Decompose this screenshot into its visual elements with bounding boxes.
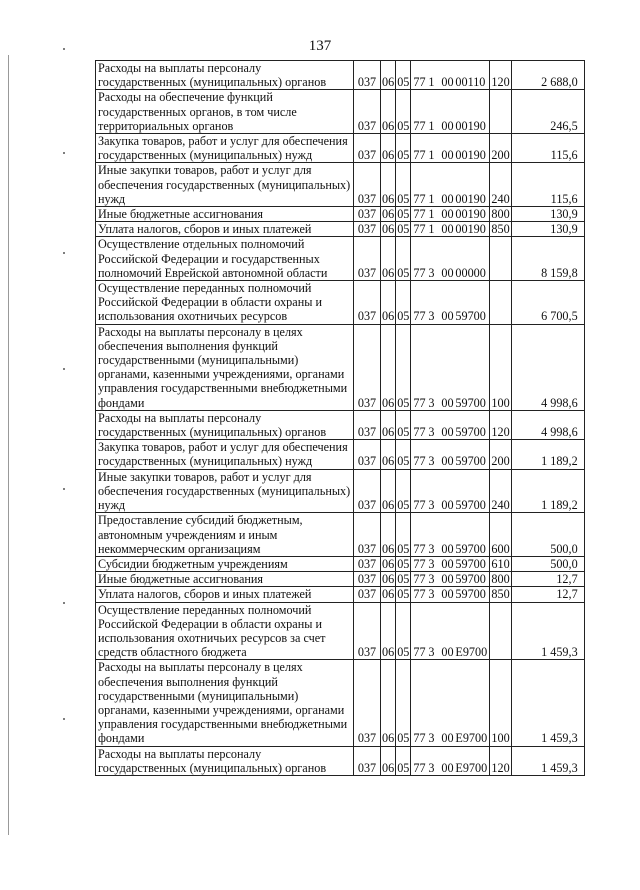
- scan-speck: [63, 48, 65, 50]
- subsection-code: 05: [396, 513, 411, 557]
- subsection-code: 05: [396, 281, 411, 325]
- amount: 2 688,0: [511, 61, 584, 90]
- expense-type-code: 100: [490, 324, 511, 410]
- section-code: 06: [381, 746, 396, 775]
- target-article-part: Е9700: [455, 760, 488, 775]
- target-article-part: 00000: [455, 265, 486, 280]
- amount: 115,6: [511, 163, 584, 207]
- section-code: 06: [381, 61, 396, 90]
- target-article-part: 3: [428, 572, 435, 587]
- expense-name: Осуществление переданных полномочий Российской Федерации в области охраны и использования охотничьих ресурсов: [96, 281, 354, 325]
- section-code: 06: [381, 163, 396, 207]
- target-article-code: [411, 134, 490, 163]
- section-code: 06: [382, 587, 395, 602]
- target-article-part: 77: [413, 572, 426, 587]
- target-article-part: 00110: [455, 75, 486, 90]
- page-number: 137: [308, 38, 332, 54]
- table-row: [96, 410, 585, 439]
- table-row: [96, 469, 585, 513]
- subsection-code: 05: [396, 237, 411, 281]
- expense-name: Расходы на выплаты персоналу в целях обеспечения выполнения функций государственными (муниципальными) органами, казенными учреждениями, органами управления государственными внебюджетными фондами: [96, 660, 354, 746]
- target-article-part: 1: [428, 75, 435, 90]
- subsection-code: 05: [396, 134, 411, 163]
- target-article-code: [411, 281, 490, 325]
- subsection-code: 05: [396, 440, 411, 469]
- target-article-part: 59700: [455, 309, 486, 324]
- department-code: 037: [354, 410, 381, 439]
- target-article-part: 3: [428, 454, 435, 469]
- target-article-part: 00190: [455, 207, 486, 222]
- target-article-code: [411, 587, 490, 602]
- target-article-part: 77: [413, 587, 426, 602]
- section-code: 06: [381, 134, 396, 163]
- target-article-part: Е9700: [455, 731, 488, 746]
- target-article-code: [411, 469, 490, 513]
- section-code: 06: [381, 237, 396, 281]
- target-article-code: [411, 513, 490, 557]
- amount: 1 459,3: [511, 746, 584, 775]
- section-code: 06: [381, 660, 396, 746]
- target-article-code: [411, 207, 490, 222]
- expense-name: Расходы на обеспечение функций государственных органов, в том числе территориальных органов: [96, 90, 354, 134]
- amount: 12,7: [511, 587, 584, 602]
- table-row: [96, 587, 585, 602]
- target-article-part: 3: [428, 425, 435, 440]
- target-article-code: [411, 90, 490, 134]
- amount: 130,9: [511, 222, 584, 237]
- expense-name: Иные закупки товаров, работ и услуг для обеспечения государственных (муниципальных) нужд: [96, 469, 354, 513]
- target-article-part: 77: [413, 309, 426, 324]
- section-code: 06: [381, 281, 396, 325]
- target-article-part: 59700: [455, 541, 486, 556]
- target-article-part: 3: [428, 541, 435, 556]
- expense-name: Осуществление переданных полномочий Российской Федерации в области охраны и использования охотничьих ресурсов за счет средств областного бюджета: [96, 602, 354, 660]
- target-article-part: 3: [428, 498, 435, 513]
- expense-type-code: 610: [491, 556, 510, 571]
- target-article-part: 00: [441, 498, 454, 513]
- amount: 1 189,2: [511, 469, 584, 513]
- subsection-code: 05: [397, 222, 410, 237]
- scan-speck: [63, 252, 65, 254]
- section-code: 06: [381, 440, 396, 469]
- subsection-code: 05: [397, 587, 410, 602]
- table-row: [96, 660, 585, 746]
- expense-type-code: 120: [490, 746, 511, 775]
- department-code: 037: [354, 237, 381, 281]
- table-row: [96, 90, 585, 134]
- department-code: 037: [354, 469, 381, 513]
- table-row: [96, 513, 585, 557]
- target-article-code: [411, 660, 490, 746]
- section-code: 06: [382, 556, 395, 571]
- target-article-part: 77: [413, 207, 426, 222]
- target-article-part: 77: [413, 148, 426, 163]
- target-article-code: [411, 324, 490, 410]
- subsection-code: 05: [396, 660, 411, 746]
- expense-type-code: 200: [490, 134, 511, 163]
- target-article-part: 3: [428, 587, 435, 602]
- target-article-part: 1: [428, 118, 435, 133]
- target-article-part: 1: [428, 207, 435, 222]
- section-code: 06: [382, 207, 395, 222]
- target-article-part: 00: [441, 222, 454, 237]
- department-code: 037: [354, 281, 381, 325]
- target-article-part: 77: [413, 731, 426, 746]
- target-article-part: 1: [428, 191, 435, 206]
- target-article-part: 00: [441, 731, 454, 746]
- expense-name: Закупка товаров, работ и услуг для обеспечения государственных (муниципальных) нужд: [96, 440, 354, 469]
- target-article-part: 3: [428, 556, 435, 571]
- target-article-part: Е9700: [455, 645, 488, 660]
- target-article-part: 77: [413, 556, 426, 571]
- target-article-part: 77: [413, 118, 426, 133]
- target-article-part: 77: [413, 425, 426, 440]
- expense-type-code: 850: [491, 222, 510, 237]
- section-code: 06: [381, 513, 396, 557]
- target-article-part: 00: [441, 541, 454, 556]
- amount: 4 998,6: [511, 324, 584, 410]
- amount: 130,9: [511, 207, 584, 222]
- department-code: 037: [354, 556, 381, 571]
- amount: 500,0: [511, 556, 584, 571]
- scan-speck: [63, 602, 65, 604]
- target-article-part: 59700: [455, 395, 486, 410]
- target-article-part: 00190: [455, 118, 486, 133]
- expense-name: Иные бюджетные ассигнования: [96, 207, 354, 222]
- expense-type-code: [490, 602, 511, 660]
- expense-type-code: 200: [490, 440, 511, 469]
- amount: 1 459,3: [511, 602, 584, 660]
- target-article-part: 77: [413, 645, 426, 660]
- target-article-part: 00: [441, 309, 454, 324]
- target-article-part: 00190: [455, 191, 486, 206]
- target-article-code: [411, 556, 490, 571]
- target-article-code: [411, 602, 490, 660]
- expense-type-code: 800: [491, 572, 510, 587]
- target-article-code: [411, 163, 490, 207]
- target-article-part: 00: [441, 425, 454, 440]
- amount: 8 159,8: [511, 237, 584, 281]
- target-article-part: 59700: [455, 498, 486, 513]
- subsection-code: 05: [397, 207, 410, 222]
- department-code: 037: [354, 324, 381, 410]
- expense-type-code: 240: [490, 469, 511, 513]
- target-article-part: 77: [413, 395, 426, 410]
- amount: 246,5: [511, 90, 584, 134]
- table-row: [96, 440, 585, 469]
- target-article-part: 59700: [455, 556, 486, 571]
- target-article-part: 77: [413, 191, 426, 206]
- table-row: [96, 281, 585, 325]
- budget-table-body: [96, 61, 585, 776]
- target-article-part: 3: [428, 731, 435, 746]
- target-article-code: [411, 746, 490, 775]
- table-row: [96, 207, 585, 222]
- department-code: 037: [354, 207, 381, 222]
- subsection-code: 05: [396, 163, 411, 207]
- target-article-part: 59700: [455, 425, 486, 440]
- table-row: [96, 324, 585, 410]
- amount: 500,0: [511, 513, 584, 557]
- expense-type-code: 850: [491, 587, 510, 602]
- section-code: 06: [382, 572, 395, 587]
- department-code: 037: [354, 513, 381, 557]
- expense-name: Иные бюджетные ассигнования: [96, 572, 354, 587]
- target-article-part: 00: [441, 118, 454, 133]
- amount: 1 189,2: [511, 440, 584, 469]
- subsection-code: 05: [396, 410, 411, 439]
- scan-edge-line: [8, 55, 9, 835]
- target-article-part: 77: [413, 498, 426, 513]
- section-code: 06: [381, 602, 396, 660]
- target-article-part: 00: [441, 454, 454, 469]
- table-row: [96, 746, 585, 775]
- subsection-code: 05: [396, 61, 411, 90]
- target-article-code: [411, 410, 490, 439]
- department-code: 037: [354, 660, 381, 746]
- expense-name: Расходы на выплаты персоналу в целях обеспечения выполнения функций государственными (муниципальными) органами, казенными учреждениями, органами управления государственными внебюджетными фондами: [96, 324, 354, 410]
- target-article-part: 00: [441, 760, 454, 775]
- amount: 4 998,6: [511, 410, 584, 439]
- amount: 12,7: [511, 572, 584, 587]
- scan-speck: [63, 152, 65, 154]
- target-article-part: 59700: [455, 572, 486, 587]
- target-article-part: 77: [413, 541, 426, 556]
- target-article-part: 00: [441, 395, 454, 410]
- subsection-code: 05: [396, 602, 411, 660]
- expense-type-code: 120: [490, 410, 511, 439]
- expense-type-code: [490, 281, 511, 325]
- section-code: 06: [381, 410, 396, 439]
- table-row: [96, 61, 585, 90]
- target-article-part: 3: [428, 395, 435, 410]
- expense-type-code: 800: [491, 207, 510, 222]
- target-article-part: 00: [441, 207, 454, 222]
- subsection-code: 05: [396, 90, 411, 134]
- department-code: 037: [354, 587, 381, 602]
- target-article-part: 00: [441, 572, 454, 587]
- expense-name: Расходы на выплаты персоналу государственных (муниципальных) органов: [96, 61, 354, 90]
- expense-name: Осуществление отдельных полномочий Российской Федерации и государственных полномочий Еврейской автономной области: [96, 237, 354, 281]
- table-row: [96, 163, 585, 207]
- budget-table: [95, 60, 585, 776]
- target-article-part: 00190: [455, 148, 486, 163]
- target-article-part: 3: [428, 265, 435, 280]
- expense-name: Расходы на выплаты персоналу государственных (муниципальных) органов: [96, 410, 354, 439]
- expense-type-code: 600: [490, 513, 511, 557]
- department-code: 037: [354, 134, 381, 163]
- expense-type-code: 100: [490, 660, 511, 746]
- amount: 115,6: [511, 134, 584, 163]
- expense-name: Уплата налогов, сборов и иных платежей: [96, 222, 354, 237]
- section-code: 06: [381, 324, 396, 410]
- target-article-part: 77: [413, 222, 426, 237]
- expense-name: Расходы на выплаты персоналу государственных (муниципальных) органов: [96, 746, 354, 775]
- amount: 6 700,5: [511, 281, 584, 325]
- department-code: 037: [354, 602, 381, 660]
- department-code: 037: [354, 90, 381, 134]
- subsection-code: 05: [397, 572, 410, 587]
- expense-name: Иные закупки товаров, работ и услуг для обеспечения государственных (муниципальных) нужд: [96, 163, 354, 207]
- table-row: [96, 134, 585, 163]
- scan-speck: [63, 368, 65, 370]
- target-article-part: 3: [428, 760, 435, 775]
- department-code: 037: [354, 222, 381, 237]
- department-code: 037: [354, 440, 381, 469]
- target-article-part: 00190: [455, 222, 486, 237]
- target-article-part: 3: [428, 645, 435, 660]
- department-code: 037: [354, 746, 381, 775]
- expense-type-code: [490, 237, 511, 281]
- target-article-code: [411, 237, 490, 281]
- scan-speck: [63, 488, 65, 490]
- section-code: 06: [381, 90, 396, 134]
- target-article-part: 00: [441, 556, 454, 571]
- target-article-part: 59700: [455, 454, 486, 469]
- target-article-part: 1: [428, 148, 435, 163]
- target-article-part: 00: [441, 191, 454, 206]
- expense-name: Субсидии бюджетным учреждениям: [96, 556, 354, 571]
- target-article-part: 00: [441, 148, 454, 163]
- table-row: [96, 572, 585, 587]
- section-code: 06: [381, 469, 396, 513]
- department-code: 037: [354, 61, 381, 90]
- section-code: 06: [382, 222, 395, 237]
- table-row: [96, 237, 585, 281]
- expense-name: Закупка товаров, работ и услуг для обеспечения государственных (муниципальных) нужд: [96, 134, 354, 163]
- department-code: 037: [354, 572, 381, 587]
- subsection-code: 05: [397, 556, 410, 571]
- target-article-part: 3: [428, 309, 435, 324]
- subsection-code: 05: [396, 469, 411, 513]
- target-article-code: [411, 222, 490, 237]
- scan-speck: [63, 718, 65, 720]
- table-row: [96, 556, 585, 571]
- amount: 1 459,3: [511, 660, 584, 746]
- target-article-part: 77: [413, 454, 426, 469]
- target-article-part: 00: [441, 265, 454, 280]
- target-article-part: 59700: [455, 587, 486, 602]
- expense-type-code: 120: [490, 61, 511, 90]
- target-article-part: 00: [441, 587, 454, 602]
- target-article-part: 77: [413, 75, 426, 90]
- table-row: [96, 602, 585, 660]
- target-article-part: 1: [428, 222, 435, 237]
- expense-type-code: [490, 90, 511, 134]
- target-article-part: 77: [413, 265, 426, 280]
- target-article-part: 00: [441, 645, 454, 660]
- expense-name: Уплата налогов, сборов и иных платежей: [96, 587, 354, 602]
- target-article-code: [411, 440, 490, 469]
- department-code: 037: [354, 163, 381, 207]
- target-article-part: 77: [413, 760, 426, 775]
- subsection-code: 05: [396, 746, 411, 775]
- expense-name: Предоставление субсидий бюджетным, автономным учреждениям и иным некоммерческим организациям: [96, 513, 354, 557]
- target-article-code: [411, 572, 490, 587]
- target-article-code: [411, 61, 490, 90]
- expense-type-code: 240: [490, 163, 511, 207]
- target-article-part: 00: [441, 75, 454, 90]
- table-row: [96, 222, 585, 237]
- subsection-code: 05: [396, 324, 411, 410]
